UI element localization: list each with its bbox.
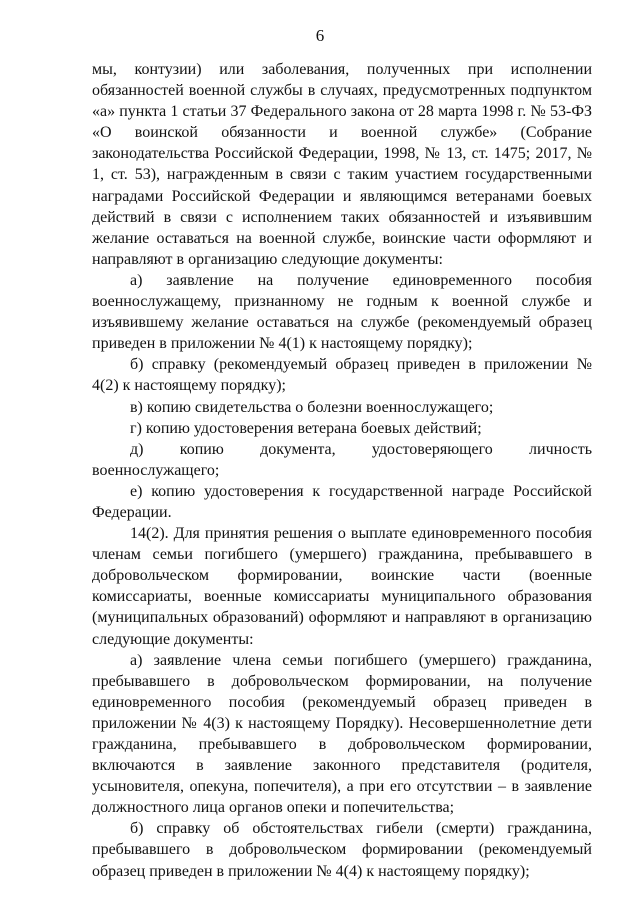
body-text — [92, 59, 592, 882]
section-14-2-item-b: б) справку об обстоятельствах гибели (смерти) гражданина, пребывавшего в добровольческом формировании (рекомендуемый образец приведен в приложении № 4(4) к настоящему порядку); — [92, 820, 592, 880]
section-14-2-item-a: а) заявление члена семьи погибшего (умершего) гражданина, пребывавшего в добровольческом формировании, на получение единовременного пособия (рекомендуемый образец приведен в приложении № 4(3) к настоящему Порядку). Несовершеннолетние дети гражданина, пребывавшего в добровольческом формировании, включаются в заявление законного представителя (родителя, усыновителя, опекуна, попечителя), а при его отсутствии – в заявление должностного лица органов опеки и попечительства; — [92, 651, 592, 817]
list-item-d: д) копию документа, удостоверяющего личность военнослужащего; — [92, 440, 592, 479]
page-number: 6 — [315, 26, 325, 45]
list-item-b: б) справку (рекомендуемый образец приведен в приложении № 4(2) к настоящему порядку); — [92, 356, 592, 395]
list-item-g: г) копию удостоверения ветерана боевых действий; — [130, 419, 482, 437]
paragraph-intro: мы, контузии) или заболевания, полученных при исполнении обязанностей военной службы в случаях, предусмотренных подпунктом «а» пункта 1 статьи 37 Федерального закона от 28 марта 1998 г. № 53-ФЗ «О воинской обязанности и военной службе» (Собрание законодательства Российской Федерации, 1998, № 13, ст. 1475; 2017, № 1, ст. 53), награжденным в связи с таким участием государственными наградами Российской Федерации и являющимся ветеранами боевых действий в связи с исполнением таких обязанностей и изъявившим желание оставаться на военной службе, воинские части оформляют и направляют в организацию следующие документы: — [92, 61, 592, 268]
list-item-e: е) копию удостоверения к государственной награде Российской Федерации. — [92, 482, 592, 521]
list-item-a: а) заявление на получение единовременного пособия военнослужащему, признанному не годным к военной службе и изъявившему желание оставаться на службе (рекомендуемый образец приведен в приложении № 4(1) к настоящему порядку); — [92, 271, 592, 353]
section-14-2: 14(2). Для принятия решения о выплате единовременного пособия членам семьи погибшего (умершего) гражданина, пребывавшего в добровольческом формировании, воинские части (военные комиссариаты, военные комиссариаты муниципального образования (муниципальных образований) оформляют и направляют в организацию следующие документы: — [92, 525, 592, 648]
list-item-v: в) копию свидетельства о болезни военнослужащего; — [130, 398, 494, 416]
